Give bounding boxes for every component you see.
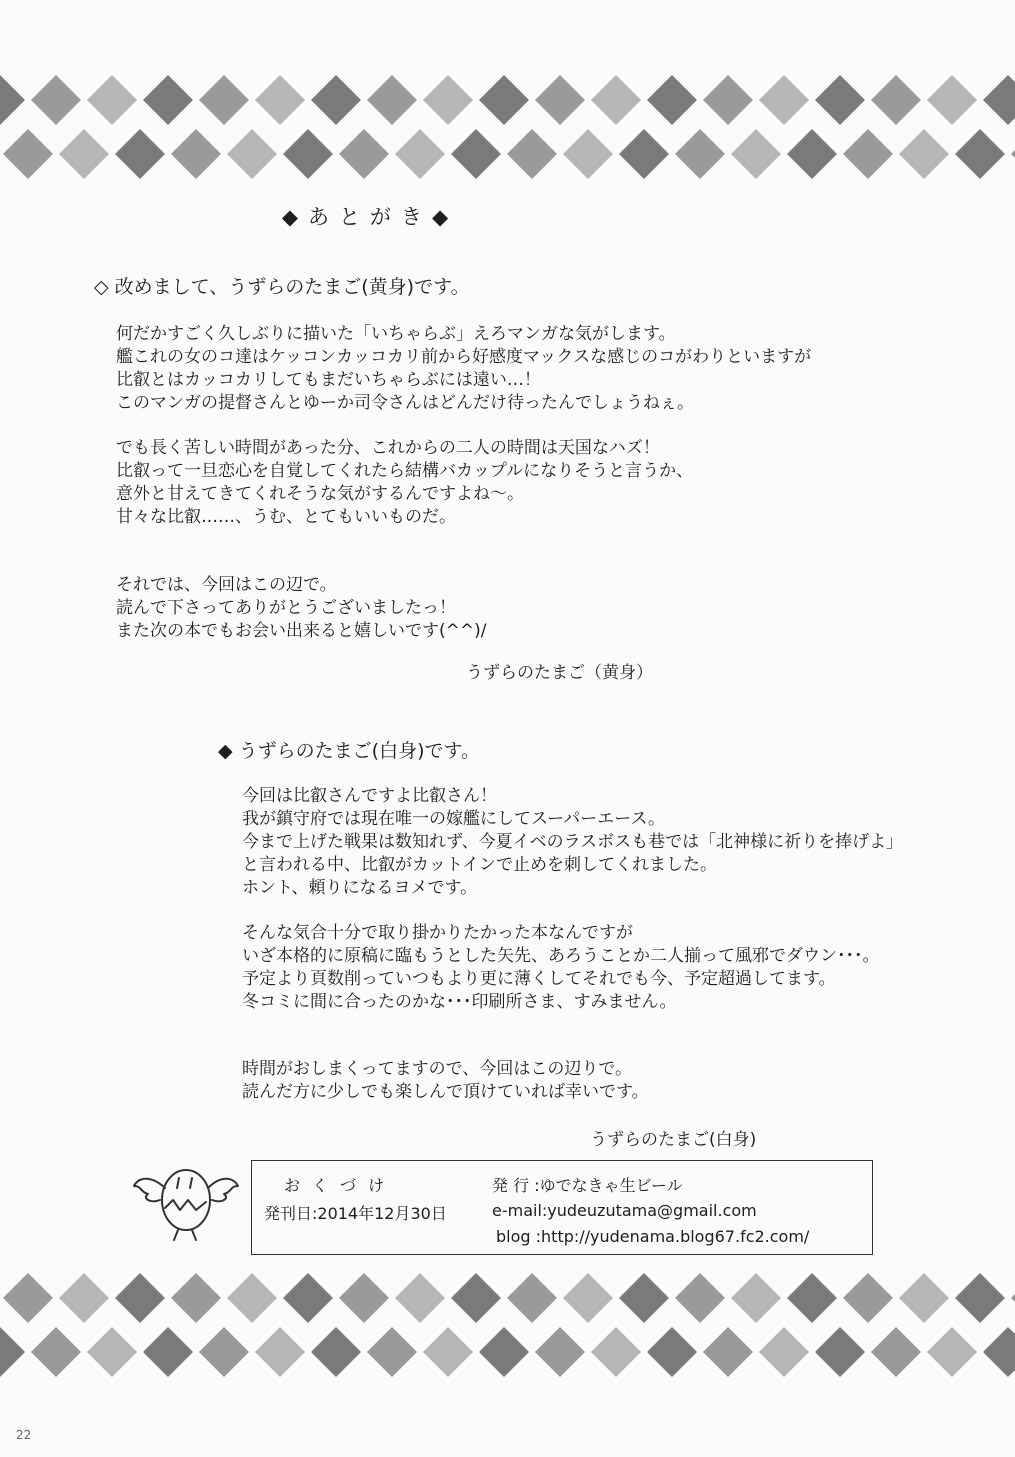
diamond-ornament: [395, 129, 445, 179]
diamond-ornament: [619, 129, 669, 179]
diamond-ornament: [255, 75, 305, 125]
text-line: 読んだ方に少しでも楽しんで頂けていれば幸いです。: [242, 1082, 649, 1102]
text-line: 読んで下さってありがとうございましたっ！: [116, 598, 456, 618]
diamond-ornament: [563, 1273, 613, 1323]
diamond-ornament: [955, 129, 1005, 179]
text-line: でも長く苦しい時間があった分、これからの二人の時間は天国なハズ！: [116, 438, 660, 458]
diamond-ornament: [955, 1273, 1005, 1323]
diamond-ornament: [927, 75, 977, 125]
diamond-ornament: [0, 1327, 25, 1377]
diamond-ornament: [367, 1327, 417, 1377]
top-diamond-band: [0, 74, 1015, 184]
diamond-ornament: [199, 75, 249, 125]
text-line: また次の本でもお会い出来ると嬉しいです(^^)/: [116, 621, 487, 641]
diamond-ornament: [311, 1327, 361, 1377]
white-paragraph-1: [242, 785, 903, 900]
diamond-ornament: [311, 75, 361, 125]
diamond-ornament: [3, 1273, 53, 1323]
diamond-ornament: [703, 1327, 753, 1377]
diamond-ornament: [731, 129, 781, 179]
text-line: 比叡って一旦恋心を自覚してくれたら結構バカップルになりそうと言うか、: [116, 461, 694, 481]
diamond-ornament: [675, 129, 725, 179]
diamond-ornament: [563, 129, 613, 179]
diamond-ornament: [759, 1327, 809, 1377]
white-paragraph-2: [242, 922, 903, 1014]
text-line: ホント、頼りになるヨメです。: [242, 878, 478, 898]
diamond-ornament: [507, 1273, 557, 1323]
diamond-ornament: [871, 75, 921, 125]
diamond-ornament: [59, 129, 109, 179]
diamond-ornament: [339, 1273, 389, 1323]
egg-mascot-illustration: [130, 1156, 240, 1250]
diamond-ornament: [227, 129, 277, 179]
diamond-ornament: [171, 1273, 221, 1323]
yolk-paragraph-3: [116, 574, 811, 643]
text-line: 甘々な比叡……、うむ、とてもいいものだ。: [116, 507, 456, 527]
diamond-ornament: [395, 1273, 445, 1323]
diamond-ornament: [115, 1273, 165, 1323]
diamond-ornament: [227, 1273, 277, 1323]
diamond-ornament: [507, 129, 557, 179]
yolk-section-title: ◇ 改めまして、うずらのたまご(黄身)です。: [94, 276, 470, 298]
diamond-ornament: [759, 75, 809, 125]
diamond-ornament: [1011, 129, 1015, 179]
diamond-ornament: [787, 129, 837, 179]
text-line: いざ本格的に原稿に臨もうとした矢先、あろうことか二人揃って風邪でダウン･･･。: [242, 946, 880, 966]
text-line: 意外と甘えてきてくれそうな気がするんですよね～。: [116, 484, 524, 504]
diamond-ornament: [843, 1273, 893, 1323]
text-line: 冬コミに間に合ったのかな･･･印刷所さま、すみません。: [242, 992, 677, 1012]
diamond-ornament: [115, 129, 165, 179]
text-line: 時間がおしまくってますので、今回はこの辺りで。: [242, 1059, 632, 1079]
diamond-ornament: [815, 75, 865, 125]
yolk-paragraph-1: [116, 323, 811, 415]
diamond-ornament: [143, 75, 193, 125]
diamond-ornament: [367, 75, 417, 125]
diamond-ornament: [59, 1273, 109, 1323]
diamond-ornament: [423, 1327, 473, 1377]
diamond-ornament: [787, 1273, 837, 1323]
colophon-box: [251, 1160, 873, 1255]
yolk-signature: うずらのたまご（黄身）: [466, 663, 653, 683]
blog-url: blog :http://yudenama.blog67.fc2.com/: [496, 1227, 810, 1246]
diamond-ornament: [591, 75, 641, 125]
white-signature: うずらのたまご(白身): [590, 1130, 757, 1150]
diamond-ornament: [731, 1273, 781, 1323]
colophon-label: おくづけ: [284, 1176, 397, 1195]
text-line: 今まで上げた戦果は数知れず、今夏イベのラスボスも巷では「北神様に祈りを捧げよ」: [242, 832, 904, 852]
diamond-ornament: [87, 1327, 137, 1377]
diamond-ornament: [479, 75, 529, 125]
diamond-ornament: [843, 129, 893, 179]
diamond-ornament: [927, 1327, 977, 1377]
text-line: 何だかすごく久しぶりに描いた「いちゃらぶ」えろマンガな気がします。: [116, 324, 676, 344]
diamond-ornament: [619, 1273, 669, 1323]
afterword-heading: ◆あとがき◆: [281, 205, 459, 229]
diamond-ornament: [283, 1273, 333, 1323]
text-line: それでは、今回はこの辺で。: [116, 575, 337, 595]
publication-date: 発刊日:2014年12月30日: [264, 1204, 447, 1223]
diamond-ornament: [479, 1327, 529, 1377]
diamond-ornament: [171, 129, 221, 179]
diamond-ornament: [283, 129, 333, 179]
diamond-ornament: [899, 1273, 949, 1323]
diamond-ornament: [591, 1327, 641, 1377]
diamond-ornament: [255, 1327, 305, 1377]
diamond-ornament: [451, 1273, 501, 1323]
white-paragraph-3: [242, 1058, 903, 1104]
page-number: 22: [16, 1428, 32, 1442]
text-line: 比叡とはカッコカリしてもまだいちゃらぶには遠い…！: [116, 370, 541, 390]
publisher: 発 行 :ゆでなきゃ生ビール: [492, 1176, 683, 1195]
yolk-section: [94, 272, 811, 643]
diamond-ornament: [647, 1327, 697, 1377]
diamond-ornament: [703, 75, 753, 125]
diamond-ornament: [815, 1327, 865, 1377]
diamond-ornament: [199, 1327, 249, 1377]
white-section-title: ◆ うずらのたまご(白身)です。: [218, 740, 480, 762]
text-line: 艦これの女のコ達はケッコンカッコカリ前から好感度マックスな感じのコがわりといますが: [116, 347, 812, 367]
text-line: 予定より頁数削っていつもより更に薄くしてそれでも今、予定超過してます。: [242, 969, 836, 989]
diamond-ornament: [871, 1327, 921, 1377]
diamond-ornament: [535, 75, 585, 125]
diamond-ornament: [983, 1327, 1015, 1377]
diamond-ornament: [647, 75, 697, 125]
text-line: と言われる中、比叡がカットインで止めを刺してくれました。: [242, 855, 717, 875]
text-line: 我が鎮守府では現在唯一の嫁艦にしてスーパーエース。: [242, 809, 665, 829]
text-line: このマンガの提督さんとゆーか司令さんはどんだけ待ったんでしょうねぇ。: [116, 393, 694, 413]
diamond-ornament: [899, 129, 949, 179]
diamond-ornament: [423, 75, 473, 125]
text-line: 今回は比叡さんですよ比叡さん！: [242, 786, 497, 806]
contact-email: e-mail:yudeuzutama@gmail.com: [492, 1201, 757, 1220]
diamond-ornament: [1011, 1273, 1015, 1323]
diamond-ornament: [143, 1327, 193, 1377]
diamond-ornament: [339, 129, 389, 179]
diamond-ornament: [3, 129, 53, 179]
diamond-ornament: [87, 75, 137, 125]
bottom-diamond-band: [0, 1268, 1015, 1378]
diamond-ornament: [31, 1327, 81, 1377]
yolk-paragraph-2: [116, 437, 811, 529]
diamond-ornament: [983, 75, 1015, 125]
diamond-ornament: [0, 75, 25, 125]
diamond-ornament: [675, 1273, 725, 1323]
diamond-ornament: [31, 75, 81, 125]
text-line: そんな気合十分で取り掛かりたかった本なんですが: [242, 923, 633, 943]
diamond-ornament: [451, 129, 501, 179]
white-section: [218, 736, 903, 1104]
diamond-ornament: [535, 1327, 585, 1377]
